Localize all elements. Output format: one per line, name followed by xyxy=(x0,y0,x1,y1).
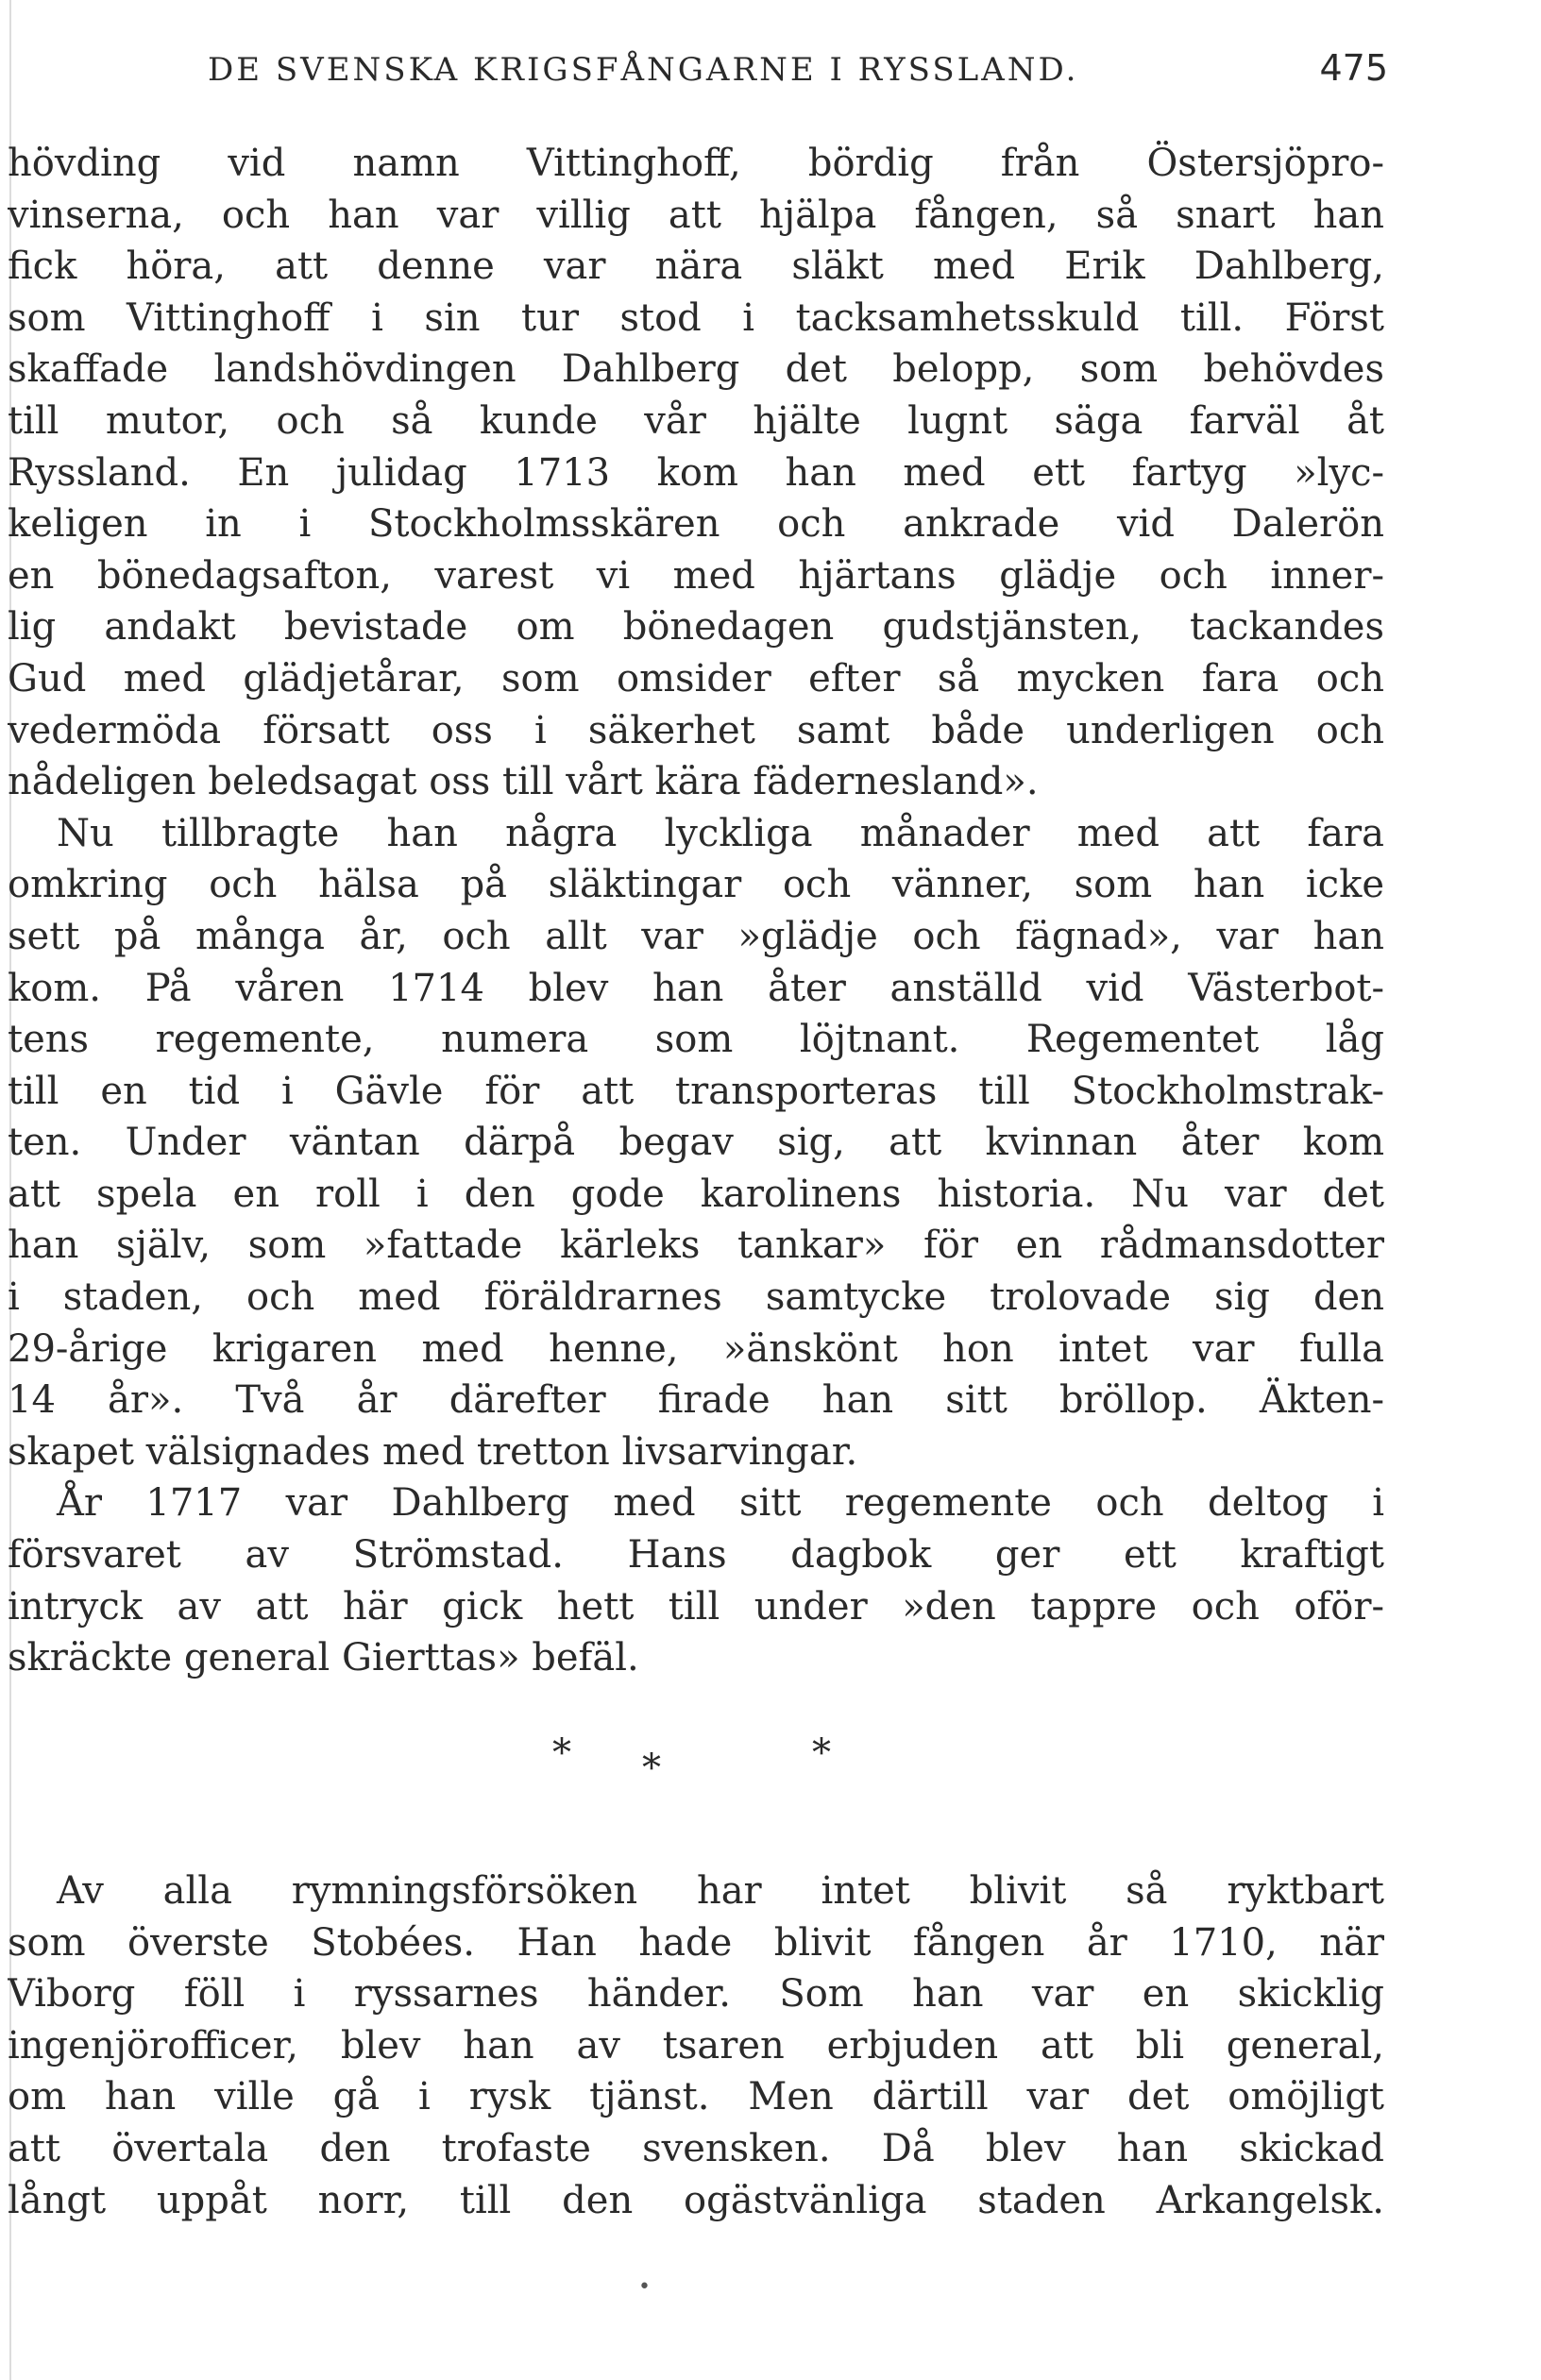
text-line: Gud med glädjetårar, som omsider efter så mycken fara och xyxy=(8,656,1384,700)
footer-mark: • xyxy=(638,2275,651,2299)
text-line: 14 år». Två år därefter firade han sitt bröllop. Äkten- xyxy=(8,1378,1384,1423)
text-line: om han ville gå i rysk tjänst. Men därtill var det omöjligt xyxy=(8,2075,1384,2119)
running-title: DE SVENSKA KRIGSFÅNGARNE I RYSSLAND. xyxy=(208,51,1079,89)
text-line: tens regemente, numera som löjtnant. Regementet låg xyxy=(8,1018,1384,1062)
text-line: kom. På våren 1714 blev han åter anställd vid Västerbot- xyxy=(8,966,1384,1010)
body-text-section-1 xyxy=(8,138,1384,1684)
text-line: skaffade landshövdingen Dahlberg det belopp, som behövdes xyxy=(8,347,1384,392)
text-line: sett på många år, och allt var »glädje och fägnad», var han xyxy=(8,914,1384,958)
text-line: ingenjörofficer, blev han av tsaren erbjuden att bli general, xyxy=(8,2023,1384,2068)
text-line: vedermöda försatt oss i säkerhet samt både underligen och xyxy=(8,708,1384,752)
text-line: till mutor, och så kunde vår hjälte lugnt säga farväl åt xyxy=(8,398,1384,443)
paragraph-start-line: År 1717 var Dahlberg med sitt regemente och deltog i xyxy=(57,1481,1384,1526)
asterisk: * xyxy=(812,1731,831,1775)
paragraph-end-line: nådeligen beledsagat oss till vårt kära fädernesland». xyxy=(8,760,1039,804)
text-line: fick höra, att denne var nära släkt med Erik Dahlberg, xyxy=(8,245,1384,289)
text-line: att spela en roll i den gode karolinens historia. Nu var det xyxy=(8,1172,1384,1216)
text-line: som överste Stobées. Han hade blivit fången år 1710, när xyxy=(8,1920,1384,1965)
page-number: 475 xyxy=(1319,47,1388,89)
text-line: en bönedagsafton, varest vi med hjärtans glädje och inner- xyxy=(8,553,1384,598)
paragraph-end-line: skräckte general Gierttas» befäl. xyxy=(8,1636,639,1680)
text-line: att övertala den trofaste svensken. Då blev han skickad xyxy=(8,2126,1384,2170)
paragraph-start-line: Av alla rymningsförsöken har intet blivit så ryktbart xyxy=(57,1869,1384,1913)
asterisk: * xyxy=(642,1747,661,1790)
text-line: långt uppåt norr, till den ogästvänliga staden Arkangelsk. xyxy=(8,2178,1384,2222)
text-line: 29-årige krigaren med henne, »änskönt hon intet var fulla xyxy=(8,1326,1384,1371)
text-line: han själv, som »fattade kärleks tankar» för en rådmansdotter xyxy=(8,1224,1384,1268)
text-line: intryck av att här gick hett till under »den tappre och oför- xyxy=(8,1584,1384,1629)
text-line: i staden, och med föräldrarnes samtycke trolovade sig den xyxy=(8,1275,1384,1320)
paragraph-end-line: skapet välsignades med tretton livsarvingar. xyxy=(8,1429,858,1474)
paragraph-start-line: Nu tillbragte han några lyckliga månader med att fara xyxy=(57,811,1384,855)
page-header xyxy=(208,42,1388,98)
body-text-section-2 xyxy=(8,1865,1384,2226)
text-line: försvaret av Strömstad. Hans dagbok ger ett kraftigt xyxy=(8,1533,1384,1578)
text-line: lig andakt bevistade om bönedagen gudstjänsten, tackandes xyxy=(8,605,1384,650)
text-line: Viborg föll i ryssarnes händer. Som han var en skicklig xyxy=(8,1972,1384,2017)
text-line: hövding vid namn Vittinghoff, bördig från Östersjöpro- xyxy=(8,142,1384,185)
text-line: Ryssland. En julidag 1713 kom han med ett fartyg »lyc- xyxy=(8,450,1384,495)
text-line: ten. Under väntan därpå begav sig, att kvinnan åter kom xyxy=(8,1121,1384,1165)
text-line: till en tid i Gävle för att transporteras till Stockholmstrak- xyxy=(8,1069,1384,1113)
text-line: keligen in i Stockholmsskären och ankrade vid Dalerön xyxy=(8,502,1384,547)
text-line: omkring och hälsa på släktingar och vänner, som han icke xyxy=(8,863,1384,907)
text-line: vinserna, och han var villig att hjälpa fången, så snart han xyxy=(8,193,1384,237)
asterisk: * xyxy=(552,1731,571,1775)
text-line: som Vittinghoff i sin tur stod i tacksamhetsskuld till. Först xyxy=(8,295,1384,340)
section-separator xyxy=(529,1731,850,1788)
